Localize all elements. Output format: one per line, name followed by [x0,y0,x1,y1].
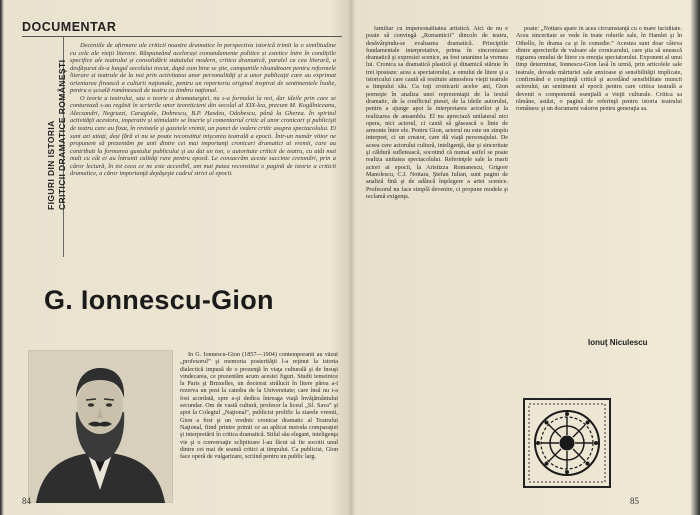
intro-paragraph-2: O teorie a teatrului, sau o teorie a dramaturgiei, nu s-a formulat la noi, dar ideile prin care se conturează s-au regăsit în scrierile unor teoreticieni din secolul al XIX-lea, precum M. Kogălniceanu, Alecsandri, Negruzzi, Caragiale, Dobrescu, B.P. Hasdeu, Odobescu, până la Gherea. În spiritul activităţii acestora, imperativ și stimulativ se înscrie şi comentariul critic al unor cronicari şi publicişti de teatru care au fixat, în revistele şi gazetele vremii, un punct de vedere critic asupra spectacolului. Ei sunt azi uitați, deși fără ei nu se poate reconstitui mişcarea teatrală a epocii. Într-un număr viitor ne propunem să prezentăm pe unii dintre cei mai importanţi cronicari dramatici ai vremii, care au contribuit la formarea gustului publicului şi au dat un ton, o autoritate criticii de teatru, cu atât mai mult cu cât ei au întrunit calităţi rare pentru epocă. Le consacrăm aceste succinte creionări, prin a căror lectură, în tot ceea ce ne este accesibil, am mai putea reconstitui o pagină de istorie a criticii dramatice, a căror importanţă depăşeşte cadrul strict al epocii. [70,94,336,178]
left-body-column [180,352,338,492]
page-number-right: 85 [630,496,639,506]
right-column-1-text: familiar cu impersonalitatea artistică. Aici de nu e poate să convingă „Romanticii” dincolo de teatru, desăvârşindu-se evaluarea dramatică. Principiile fundamentale interpretative, prima în sincronizare dramatică şi expresiei scenice, au fost unanime la vremea lui. Cronica sa dramatică plastică şi dinamică stăruie în trei ipostaze: acea a spectatorului, a omului de litere şi a istoricului care caută să restituie atmosfera vieţii teatrale a timpului său. Ca toţi cronicarii acelor ani, Gion porneşte în analiza unei reprezentaţii de la textul dramatic, de la conflictul piesei, de la ideile autorului, pentru a ajunge apoi la interpretarea actorilor şi la realizarea de ansamblu. El nu apreciază unilateral nici opera, nici actorul, ci caută să găsească o linie de armonie între ele. Pentru Gion, actorul nu este un simplu interpret, ci un creator, care dă viaţă personajului. De aceea cere actorului cultură, inteligenţă, dar şi sinceritate şi căldură sufletească, socotind că numai astfel se poate realiza unitatea spectacolului. Referinţele sale la marii actori ai epocii, la Aristizza Romanescu, Grigore Manolescu, C.I. Nottara, Ştefan Iulian, sunt pagini de analiză fină şi de adâncă înţelegere a artei scenice. Profesorul nu face simplă devenire, ci propune modele şi reclamă exigenţa. [366,26,508,200]
article-title: G. Ionnescu-Gion [44,285,274,315]
portrait-figure [28,350,173,503]
right-column-2 [516,26,682,326]
intro-text [70,42,336,178]
left-body-paragraph: În G. Ionnescu-Gion (1857—1904) contemporanii au văzut „profesorul” şi memoria posterităţii l-a reţinut la istoria dialectică impusă de o prezenţă în viaţa culturală şi de însuşi vindecarea, ce prezentăm acum acestei figuri. Studii temeinice la Paris şi Bruxelles, un doctorat strălucit în litere părea a-i rezerva un post la catedra de la Universitate; care însă nu i-a fost acordată, spre a-şi dedica întreaga viaţă învăţământului secundar. Om de vastă cultură, profesor la liceul „Sf. Sava” şi apoi la Colegiul „Naţional”, publicist prolific la ziarele vremii, Gion a fost şi un vrednic cronicar dramatic al Teatrului Naţional, fiind printre primii ce au aplicat metoda comparaţiei şi interpretării în critica dramatică. Stilul său elegant, inteligenţa vie şi o conversaţie sclipitoare l-au făcut să fie socotit unul dintre cei mai de seamă critici ai timpului. Ca publicist, Gion face operă de vulgarizare, scriind pentru un public larg. [180,352,338,461]
intro-paragraph-1: Deceniile de afirmare ale criticii noastre dramatice în perspectiva istorică trimit la o similitudine cu cele ale vieţii literare. Răspunzând acelorași comandamente politice și estetice între în condiţiile specifice ale teatrului și consolidării statutului modern, critica dramatică, paralel cu cea literară, a desfăşurat de-a lungul secolului trecut, după cum bine se ştie, campaniile răsunătoare pentru reformele literare și teatrale de la noi prin activitatea unor personalităţi și a unor publicaţii care au exprimat orientarea firească a culturii naţionale, pentru un repertoriu original inspirat de sentimentele înalte, pentru o școală românească de teatru cu timbru naţional. [70,42,336,95]
portrait-photo [28,350,173,503]
rosette-ornament-graphic [523,398,611,488]
series-title-line2: CRITICII DRAMATICE ROMÂNEŞTI [57,59,67,210]
right-page [358,0,690,515]
series-title-line1: FIGURI DIN ISTORIA [46,120,56,210]
rosette-ornament-icon [523,398,611,488]
author-signature: Ionuţ Niculescu [588,338,648,347]
section-label: DOCUMENTAR [22,20,117,34]
top-rule [22,36,342,37]
series-title [46,60,68,210]
left-page [8,0,342,515]
page-number-left: 84 [22,496,31,506]
right-column-1 [366,26,508,496]
right-column-2-text: poate: „Nottara apare în acea circumstanţă cu o mare luciditate. Acea sinceritate se vede în toate rolurile sale, în Hamlet şi în Othello, în drama ca şi în comedie.” Acestea sunt doar câteva dintre aprecierile de valoare ale cronicarului, care ştia să unească rigoarea omului de litere cu emoţia spectatorului. Exponent al unui timp determinat, Ionnescu-Gion lasă în urmă, prin articolele sale teatrale, dovada mărturiei sale anxioase şi sensibilităţii implicate, confirmând o conştiinţă critică şi acordând sensibilitate muncii actorului, un sentiment al epocii pentru care critica teatrală a devenit o componentă esenţială a vieţii culturale. Critica sa rămâne, astăzi, o pagină de referinţă pentru istoria teatrului românesc şi un document valoros pentru generaţia sa. [516,26,682,113]
